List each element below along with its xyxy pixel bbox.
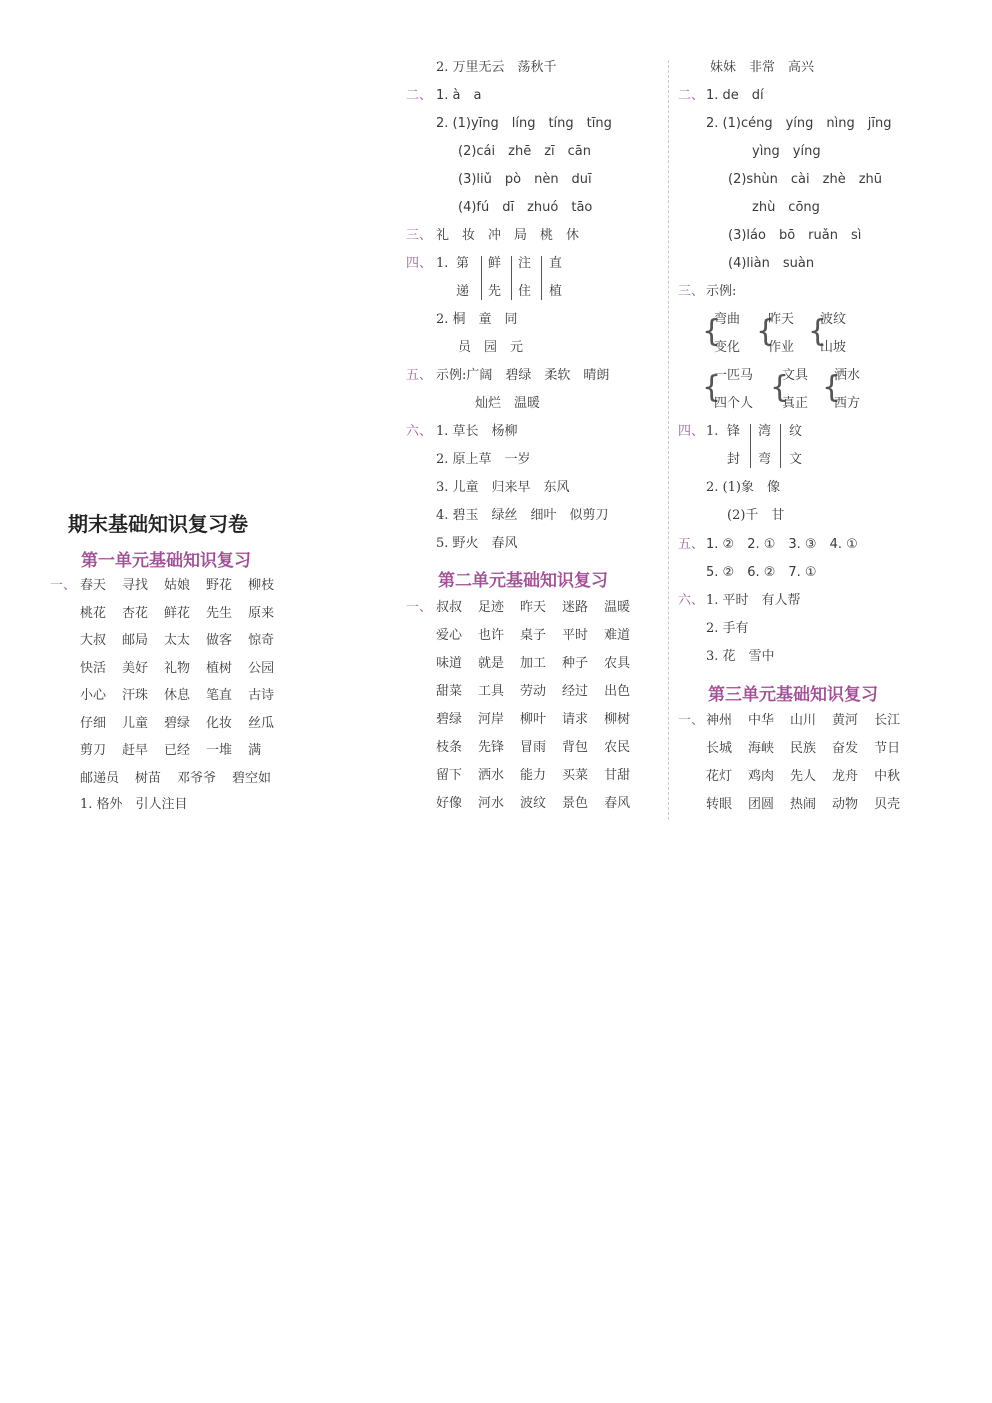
word-item: 鲜花 [164,605,191,621]
word-pair: 变化 [714,340,741,355]
word-item: 农具 [604,656,631,671]
char-cell: 注 [518,256,532,271]
word-row [80,742,261,760]
question-number: 五、 [678,537,705,552]
answer-line: 示例:广阔 碧绿 柔软 晴朗 [436,368,610,383]
divider-line [750,424,751,468]
word-item: 种子 [562,656,589,671]
word-item: 寻找 [122,578,149,593]
answer-line: 2. (1)象 像 [706,480,780,495]
word-pair: 洒水 [834,368,861,383]
answer-line: 1. [436,256,449,271]
word-item: 小心 [80,688,107,703]
word-row [436,767,630,785]
word-item: 先人 [790,769,817,784]
word-item: 团圆 [748,797,775,812]
word-item: 留下 [436,768,463,783]
word-item: 好像 [436,796,463,811]
word-item: 奋发 [832,741,859,756]
word-item: 味道 [436,656,463,671]
char-cell: 封 [727,452,741,467]
answer-line: 2. (1)yīng líng tíng tīng [436,116,612,131]
brace-icon: { [808,314,828,349]
char-cell: 住 [518,284,532,299]
word-item: 满 [248,743,262,758]
section-heading-unit1: 第一单元基础知识复习 [81,551,251,571]
word-item: 冒雨 [520,740,547,755]
word-item: 节日 [874,741,901,756]
char-cell: 鲜 [488,256,502,271]
word-item: 桌子 [520,628,547,643]
word-item: 能力 [520,768,547,783]
answer-line: 3. 儿童 归来早 东风 [436,480,570,495]
word-pair: 西方 [834,396,861,411]
word-item: 神州 [706,713,733,728]
word-item: 河岸 [478,712,505,727]
word-item: 龙舟 [832,769,859,784]
answer-line: 5. 野火 春风 [436,536,518,551]
word-item: 劳动 [520,684,547,699]
word-pair: 昨天 [768,312,795,327]
column-divider [668,60,669,820]
answer-line: (2)千 甘 [727,508,785,523]
answer-line: yìng yíng [752,144,821,159]
brace-icon: { [756,314,776,349]
word-item: 中秋 [874,769,901,784]
answer-line: 1. 平时 有人帮 [706,593,801,608]
answer-line: (2)shùn cài zhè zhū [728,172,882,187]
word-pair: 波纹 [820,312,847,327]
word-item: 邮局 [122,633,149,648]
word-item: 礼物 [164,660,191,676]
word-item: 休息 [164,688,191,703]
word-item: 公园 [248,660,275,676]
word-item: 先生 [206,605,233,621]
char-cell: 直 [549,256,563,271]
answer-line: 1. 草长 杨柳 [436,424,518,439]
word-item: 做客 [206,633,233,648]
answer-line: 4. 碧玉 绿丝 细叶 似剪刀 [436,508,609,523]
word-item: 贝壳 [874,797,901,812]
word-item: 黄河 [832,713,859,728]
word-item: 甜菜 [436,684,463,699]
word-item: 一堆 [206,743,233,758]
answer-line: 2. 万里无云 荡秋千 [436,60,557,75]
word-item: 丝瓜 [248,715,275,731]
word-item: 桃花 [80,605,107,621]
word-item: 转眼 [706,797,733,812]
word-item: 已经 [164,743,191,758]
question-number: 三、 [678,284,705,299]
word-item: 先锋 [478,740,505,755]
word-row [436,711,630,729]
word-row [706,796,900,814]
answer-line: 妹妹 非常 高兴 [710,60,815,75]
word-item: 柳枝 [248,578,275,593]
answer-line: (4)fú dī zhuó tāo [458,200,593,215]
word-item: 出色 [604,684,631,699]
brace-icon: { [702,370,722,405]
word-item: 动物 [832,797,859,812]
word-row [436,739,630,757]
answer-line: 礼 妆 冲 局 桃 休 [436,228,580,243]
answer-line: 2. 原上草 一岁 [436,452,531,467]
word-pair: 山坡 [820,340,847,355]
question-number: 二、 [678,88,705,103]
word-item: 热闹 [790,797,817,812]
answer-line: 1. ② 2. ① 3. ③ 4. ① [706,537,858,552]
word-item: 昨天 [520,600,547,615]
word-row [80,715,274,733]
word-item: 景色 [562,796,589,811]
word-item: 剪刀 [80,743,107,758]
word-item: 春天 [80,578,107,593]
answer-line: (3)láo bō ruǎn sì [728,228,862,243]
word-item: 大叔 [80,633,107,648]
word-item: 古诗 [248,688,275,703]
word-item: 也许 [478,628,505,643]
question-number: 六、 [406,424,433,439]
word-item: 山川 [790,713,817,728]
word-item: 碧绿 [436,712,463,727]
divider-line [511,256,512,300]
divider-line [780,424,781,468]
word-row [80,577,274,595]
question-number: 二、 [406,88,433,103]
word-item: 碧空如 [232,770,272,786]
word-row [436,627,630,645]
section-heading-unit2: 第二单元基础知识复习 [438,571,608,591]
word-item: 河水 [478,796,505,811]
divider-line [481,256,482,300]
divider-line [541,256,542,300]
word-item: 平时 [562,628,589,643]
word-item: 邮递员 [80,770,120,786]
question-number: 一、 [50,578,77,593]
word-item: 杏花 [122,605,149,621]
brace-icon: { [822,370,842,405]
answer-line: (4)liàn suàn [728,256,815,271]
word-row [706,712,900,730]
answer-line: 灿烂 温暖 [475,396,541,411]
word-row [436,683,630,701]
answer-line: 1. de dí [706,88,764,103]
word-pair: 四个人 [714,396,754,411]
word-item: 树苗 [135,770,162,786]
word-item: 柳叶 [520,712,547,727]
word-item: 经过 [562,684,589,699]
word-item: 植树 [206,660,233,676]
answer-line: 1. 格外 引人注目 [80,797,188,812]
word-row [80,687,274,705]
word-pair: 一匹马 [714,368,754,383]
brace-icon: { [770,370,790,405]
char-cell: 锋 [727,424,741,439]
question-number: 一、 [678,713,705,728]
word-row [436,599,630,617]
word-item: 温暖 [604,600,631,615]
question-number: 一、 [406,600,433,615]
word-item: 波纹 [520,796,547,811]
word-row [80,632,274,650]
answer-line: zhù cōng [752,200,820,215]
word-item: 化妆 [206,715,233,731]
answer-line: (2)cái zhē zī cān [458,144,591,159]
word-item: 野花 [206,578,233,593]
word-item: 民族 [790,741,817,756]
word-item: 快活 [80,660,107,676]
word-item: 足迹 [478,600,505,615]
answer-line: 2. 桐 童 同 [436,312,518,327]
char-cell: 文 [789,452,803,467]
word-item: 难道 [604,628,631,643]
question-number: 四、 [406,256,433,271]
word-row [80,605,274,623]
question-number: 四、 [678,424,705,439]
word-item: 笔直 [206,688,233,703]
answer-line: 2. (1)céng yíng nìng jīng [706,116,892,131]
word-item: 姑娘 [164,578,191,593]
word-item: 请求 [562,712,589,727]
word-item: 背包 [562,740,589,755]
word-row [436,655,630,673]
word-item: 甘甜 [604,768,631,783]
word-item: 枝条 [436,740,463,755]
section-heading-unit3: 第三单元基础知识复习 [708,685,878,705]
answer-line: 1. à a [436,88,482,103]
answer-line: 5. ② 6. ② 7. ① [706,565,817,580]
word-item: 汗珠 [122,688,149,703]
page-title: 期末基础知识复习卷 [68,512,248,536]
word-item: 迷路 [562,600,589,615]
word-item: 邓爷爷 [177,770,217,786]
answer-line: 示例: [706,284,737,299]
char-cell: 湾 [758,424,772,439]
word-item: 仔细 [80,715,107,731]
word-row [80,660,274,678]
word-pair: 真正 [782,396,809,411]
word-item: 叔叔 [436,600,463,615]
word-row [706,768,900,786]
word-item: 太太 [164,633,191,648]
answer-line: 3. 花 雪中 [706,649,775,664]
word-item: 中华 [748,713,775,728]
word-pair: 作业 [768,340,795,355]
question-number: 五、 [406,368,433,383]
word-row [706,740,900,758]
word-item: 农民 [604,740,631,755]
word-item: 海峡 [748,741,775,756]
char-cell: 弯 [758,452,772,467]
char-cell: 先 [488,284,502,299]
word-item: 柳树 [604,712,631,727]
word-item: 工具 [478,684,505,699]
word-item: 美好 [122,660,149,676]
word-item: 长江 [874,713,901,728]
answer-line: 1. [706,424,719,439]
word-item: 买菜 [562,768,589,783]
word-item: 就是 [478,656,505,671]
question-number: 六、 [678,593,705,608]
word-item: 花灯 [706,769,733,784]
word-item: 鸡肉 [748,769,775,784]
word-row [436,795,630,813]
word-item: 爱心 [436,628,463,643]
answer-line: (3)liǔ pò nèn duī [458,172,592,187]
word-item: 碧绿 [164,715,191,731]
brace-icon: { [702,314,722,349]
word-item: 春风 [604,796,631,811]
word-item: 长城 [706,741,733,756]
word-item: 原来 [248,605,275,621]
word-item: 惊奇 [248,633,275,648]
char-cell: 第 [456,256,470,271]
word-item: 加工 [520,656,547,671]
word-pair: 文具 [782,368,809,383]
question-number: 三、 [406,228,433,243]
word-row [80,770,271,788]
answer-line: 2. 手有 [706,621,749,636]
char-cell: 递 [456,284,470,299]
char-cell: 纹 [789,424,803,439]
char-cell: 植 [549,284,563,299]
word-item: 赶早 [122,743,149,758]
word-item: 儿童 [122,715,149,731]
word-item: 洒水 [478,768,505,783]
answer-line: 员 园 元 [458,340,524,355]
word-pair: 弯曲 [714,312,741,327]
